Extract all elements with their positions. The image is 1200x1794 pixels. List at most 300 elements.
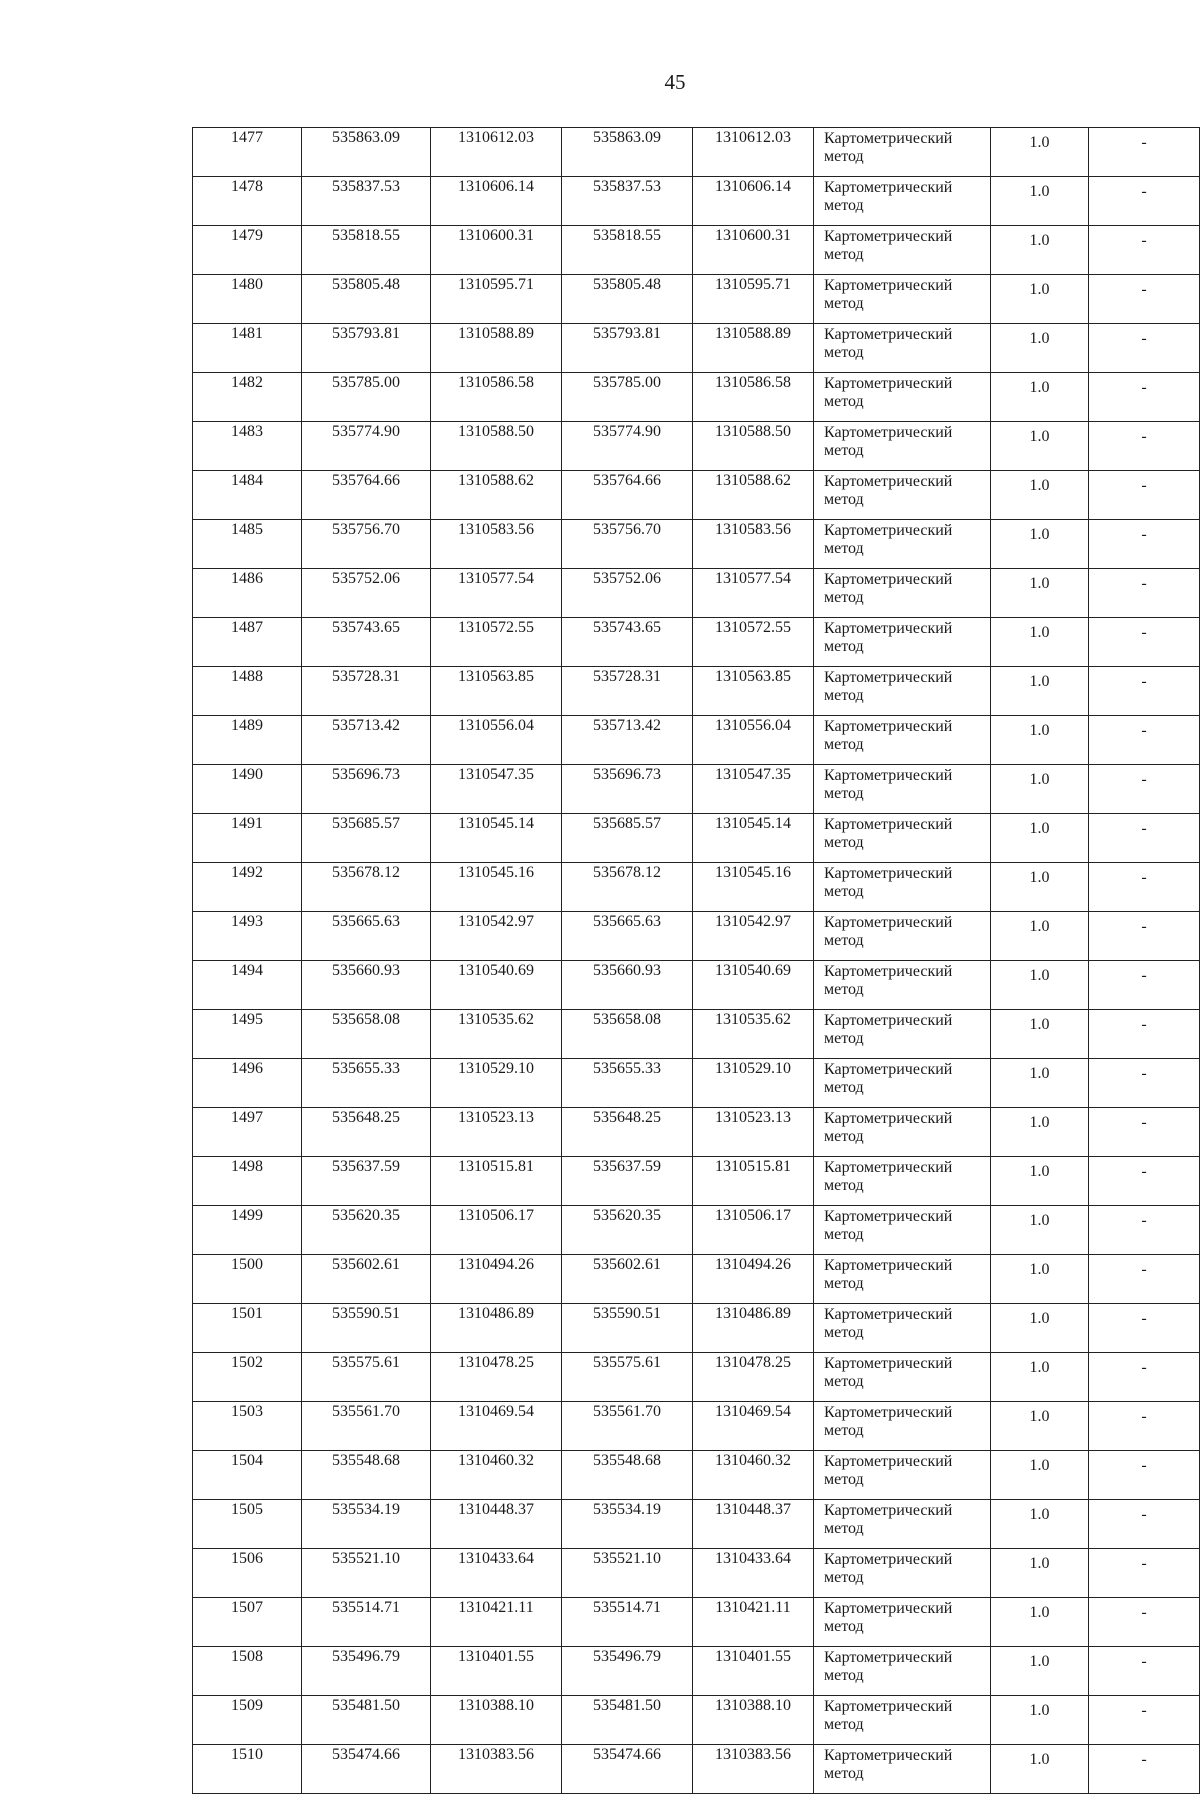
y-coordinate-cell: 1310506.17	[431, 1206, 562, 1255]
note-cell: -	[1089, 1696, 1200, 1745]
y-coordinate-cell: 1310586.58	[431, 373, 562, 422]
method-text: метод	[824, 1520, 864, 1537]
y-coordinate-new-cell: 1310563.85	[693, 667, 814, 716]
note-cell: -	[1089, 1500, 1200, 1549]
method-text: Картометрический	[824, 1110, 953, 1127]
method-text: метод	[824, 1716, 864, 1733]
y-coordinate-new-cell: 1310506.17	[693, 1206, 814, 1255]
x-coordinate-new-cell: 535863.09	[562, 128, 693, 177]
note-cell: -	[1089, 324, 1200, 373]
y-coordinate-cell: 1310523.13	[431, 1108, 562, 1157]
y-coordinate-new-cell: 1310515.81	[693, 1157, 814, 1206]
accuracy-cell: 1.0	[991, 765, 1089, 814]
point-number-cell: 1510	[193, 1745, 302, 1794]
x-coordinate-new-cell: 535575.61	[562, 1353, 693, 1402]
note-cell: -	[1089, 1108, 1200, 1157]
table-row	[193, 863, 1200, 912]
y-coordinate-new-cell: 1310388.10	[693, 1696, 814, 1745]
point-number-cell: 1484	[193, 471, 302, 520]
method-cell	[814, 275, 991, 324]
x-coordinate-cell: 535764.66	[302, 471, 431, 520]
y-coordinate-new-cell: 1310448.37	[693, 1500, 814, 1549]
x-coordinate-new-cell: 535837.53	[562, 177, 693, 226]
accuracy-cell: 1.0	[991, 177, 1089, 226]
note-cell: -	[1089, 422, 1200, 471]
method-text: Картометрический	[824, 1600, 953, 1617]
method-text: метод	[824, 638, 864, 655]
x-coordinate-cell: 535561.70	[302, 1402, 431, 1451]
method-text: Картометрический	[824, 1551, 953, 1568]
y-coordinate-new-cell: 1310529.10	[693, 1059, 814, 1108]
page-number: 45	[664, 70, 686, 94]
y-coordinate-new-cell: 1310600.31	[693, 226, 814, 275]
point-number-cell: 1500	[193, 1255, 302, 1304]
y-coordinate-new-cell: 1310612.03	[693, 128, 814, 177]
method-cell	[814, 765, 991, 814]
x-coordinate-new-cell: 535534.19	[562, 1500, 693, 1549]
method-text: метод	[824, 1422, 864, 1439]
y-coordinate-new-cell: 1310588.89	[693, 324, 814, 373]
point-number-cell: 1497	[193, 1108, 302, 1157]
y-coordinate-cell: 1310529.10	[431, 1059, 562, 1108]
note-cell: -	[1089, 863, 1200, 912]
x-coordinate-cell: 535521.10	[302, 1549, 431, 1598]
x-coordinate-new-cell: 535496.79	[562, 1647, 693, 1696]
method-text: Картометрический	[824, 1355, 953, 1372]
method-text: Картометрический	[824, 669, 953, 686]
x-coordinate-cell: 535548.68	[302, 1451, 431, 1500]
method-cell	[814, 667, 991, 716]
method-cell	[814, 1402, 991, 1451]
method-cell	[814, 618, 991, 667]
method-text: метод	[824, 981, 864, 998]
point-number-cell: 1492	[193, 863, 302, 912]
y-coordinate-cell: 1310401.55	[431, 1647, 562, 1696]
point-number-cell: 1490	[193, 765, 302, 814]
x-coordinate-cell: 535785.00	[302, 373, 431, 422]
method-cell	[814, 324, 991, 373]
y-coordinate-cell: 1310388.10	[431, 1696, 562, 1745]
y-coordinate-new-cell: 1310540.69	[693, 961, 814, 1010]
x-coordinate-new-cell: 535696.73	[562, 765, 693, 814]
point-number-cell: 1499	[193, 1206, 302, 1255]
x-coordinate-new-cell: 535785.00	[562, 373, 693, 422]
point-number-cell: 1501	[193, 1304, 302, 1353]
table-row	[193, 912, 1200, 961]
method-text: метод	[824, 1569, 864, 1586]
method-text: метод	[824, 1373, 864, 1390]
accuracy-cell: 1.0	[991, 128, 1089, 177]
accuracy-cell: 1.0	[991, 520, 1089, 569]
point-number-cell: 1493	[193, 912, 302, 961]
accuracy-cell: 1.0	[991, 422, 1089, 471]
method-text: Картометрический	[824, 816, 953, 833]
method-text: Картометрический	[824, 914, 953, 931]
y-coordinate-cell: 1310600.31	[431, 226, 562, 275]
note-cell: -	[1089, 716, 1200, 765]
point-number-cell: 1480	[193, 275, 302, 324]
x-coordinate-cell: 535752.06	[302, 569, 431, 618]
method-cell	[814, 1353, 991, 1402]
method-text: метод	[824, 393, 864, 410]
method-cell	[814, 569, 991, 618]
x-coordinate-cell: 535805.48	[302, 275, 431, 324]
table-row	[193, 275, 1200, 324]
point-number-cell: 1508	[193, 1647, 302, 1696]
method-cell	[814, 471, 991, 520]
note-cell: -	[1089, 1206, 1200, 1255]
method-cell	[814, 961, 991, 1010]
point-number-cell: 1504	[193, 1451, 302, 1500]
method-text: метод	[824, 1079, 864, 1096]
accuracy-cell: 1.0	[991, 1059, 1089, 1108]
x-coordinate-cell: 535655.33	[302, 1059, 431, 1108]
point-number-cell: 1495	[193, 1010, 302, 1059]
method-text: метод	[824, 589, 864, 606]
accuracy-cell: 1.0	[991, 1745, 1089, 1794]
method-text: метод	[824, 246, 864, 263]
table-row	[193, 324, 1200, 373]
x-coordinate-new-cell: 535818.55	[562, 226, 693, 275]
table-row	[193, 1647, 1200, 1696]
note-cell: -	[1089, 177, 1200, 226]
method-text: Картометрический	[824, 130, 953, 147]
note-cell: -	[1089, 814, 1200, 863]
method-text: метод	[824, 736, 864, 753]
method-text: Картометрический	[824, 1453, 953, 1470]
accuracy-cell: 1.0	[991, 1010, 1089, 1059]
method-text: Картометрический	[824, 473, 953, 490]
table-row	[193, 569, 1200, 618]
x-coordinate-new-cell: 535561.70	[562, 1402, 693, 1451]
coordinates-table-body	[193, 128, 1200, 1794]
y-coordinate-new-cell: 1310547.35	[693, 765, 814, 814]
x-coordinate-cell: 535743.65	[302, 618, 431, 667]
y-coordinate-cell: 1310545.14	[431, 814, 562, 863]
x-coordinate-new-cell: 535474.66	[562, 1745, 693, 1794]
accuracy-cell: 1.0	[991, 1598, 1089, 1647]
y-coordinate-cell: 1310606.14	[431, 177, 562, 226]
point-number-cell: 1506	[193, 1549, 302, 1598]
y-coordinate-cell: 1310547.35	[431, 765, 562, 814]
table-row	[193, 1059, 1200, 1108]
y-coordinate-new-cell: 1310486.89	[693, 1304, 814, 1353]
y-coordinate-new-cell: 1310606.14	[693, 177, 814, 226]
method-cell	[814, 177, 991, 226]
x-coordinate-new-cell: 535756.70	[562, 520, 693, 569]
note-cell: -	[1089, 569, 1200, 618]
y-coordinate-new-cell: 1310535.62	[693, 1010, 814, 1059]
table-row	[193, 716, 1200, 765]
point-number-cell: 1487	[193, 618, 302, 667]
y-coordinate-new-cell: 1310577.54	[693, 569, 814, 618]
x-coordinate-new-cell: 535548.68	[562, 1451, 693, 1500]
note-cell: -	[1089, 618, 1200, 667]
method-text: Картометрический	[824, 375, 953, 392]
x-coordinate-cell: 535837.53	[302, 177, 431, 226]
table-row	[193, 1010, 1200, 1059]
x-coordinate-cell: 535481.50	[302, 1696, 431, 1745]
y-coordinate-new-cell: 1310478.25	[693, 1353, 814, 1402]
method-text: Картометрический	[824, 1159, 953, 1176]
table-row	[193, 667, 1200, 716]
x-coordinate-cell: 535575.61	[302, 1353, 431, 1402]
point-number-cell: 1481	[193, 324, 302, 373]
y-coordinate-cell: 1310469.54	[431, 1402, 562, 1451]
y-coordinate-new-cell: 1310588.62	[693, 471, 814, 520]
accuracy-cell: 1.0	[991, 373, 1089, 422]
method-text: метод	[824, 442, 864, 459]
method-text: метод	[824, 148, 864, 165]
method-text: Картометрический	[824, 1306, 953, 1323]
y-coordinate-cell: 1310494.26	[431, 1255, 562, 1304]
method-text: Картометрический	[824, 571, 953, 588]
y-coordinate-cell: 1310595.71	[431, 275, 562, 324]
y-coordinate-new-cell: 1310523.13	[693, 1108, 814, 1157]
method-cell	[814, 520, 991, 569]
point-number-cell: 1489	[193, 716, 302, 765]
x-coordinate-new-cell: 535805.48	[562, 275, 693, 324]
y-coordinate-new-cell: 1310494.26	[693, 1255, 814, 1304]
table-row	[193, 1353, 1200, 1402]
note-cell: -	[1089, 1451, 1200, 1500]
x-coordinate-new-cell: 535678.12	[562, 863, 693, 912]
table-row	[193, 1402, 1200, 1451]
method-text: метод	[824, 1667, 864, 1684]
y-coordinate-cell: 1310433.64	[431, 1549, 562, 1598]
note-cell: -	[1089, 912, 1200, 961]
y-coordinate-cell: 1310588.89	[431, 324, 562, 373]
accuracy-cell: 1.0	[991, 275, 1089, 324]
x-coordinate-new-cell: 535648.25	[562, 1108, 693, 1157]
method-cell	[814, 226, 991, 275]
method-cell	[814, 373, 991, 422]
table-row	[193, 520, 1200, 569]
accuracy-cell: 1.0	[991, 471, 1089, 520]
x-coordinate-cell: 535590.51	[302, 1304, 431, 1353]
x-coordinate-cell: 535728.31	[302, 667, 431, 716]
note-cell: -	[1089, 667, 1200, 716]
method-text: Картометрический	[824, 277, 953, 294]
accuracy-cell: 1.0	[991, 863, 1089, 912]
x-coordinate-cell: 535648.25	[302, 1108, 431, 1157]
x-coordinate-cell: 535658.08	[302, 1010, 431, 1059]
note-cell: -	[1089, 373, 1200, 422]
method-text: Картометрический	[824, 1747, 953, 1764]
point-number-cell: 1479	[193, 226, 302, 275]
note-cell: -	[1089, 128, 1200, 177]
method-cell	[814, 1010, 991, 1059]
note-cell: -	[1089, 1059, 1200, 1108]
table-row	[193, 226, 1200, 275]
note-cell: -	[1089, 1010, 1200, 1059]
method-cell	[814, 1745, 991, 1794]
table-row	[193, 1304, 1200, 1353]
accuracy-cell: 1.0	[991, 814, 1089, 863]
point-number-cell: 1503	[193, 1402, 302, 1451]
method-text: метод	[824, 1765, 864, 1782]
note-cell: -	[1089, 765, 1200, 814]
x-coordinate-cell: 535678.12	[302, 863, 431, 912]
method-text: метод	[824, 1618, 864, 1635]
method-text: Картометрический	[824, 179, 953, 196]
accuracy-cell: 1.0	[991, 1500, 1089, 1549]
accuracy-cell: 1.0	[991, 1451, 1089, 1500]
accuracy-cell: 1.0	[991, 961, 1089, 1010]
point-number-cell: 1505	[193, 1500, 302, 1549]
x-coordinate-new-cell: 535660.93	[562, 961, 693, 1010]
x-coordinate-new-cell: 535655.33	[562, 1059, 693, 1108]
table-row	[193, 422, 1200, 471]
table-row	[193, 814, 1200, 863]
point-number-cell: 1491	[193, 814, 302, 863]
x-coordinate-cell: 535534.19	[302, 1500, 431, 1549]
x-coordinate-cell: 535793.81	[302, 324, 431, 373]
accuracy-cell: 1.0	[991, 912, 1089, 961]
method-text: Картометрический	[824, 865, 953, 882]
note-cell: -	[1089, 1745, 1200, 1794]
method-text: Картометрический	[824, 1404, 953, 1421]
y-coordinate-new-cell: 1310556.04	[693, 716, 814, 765]
x-coordinate-cell: 535496.79	[302, 1647, 431, 1696]
point-number-cell: 1498	[193, 1157, 302, 1206]
method-text: метод	[824, 491, 864, 508]
x-coordinate-new-cell: 535620.35	[562, 1206, 693, 1255]
table-row	[193, 373, 1200, 422]
method-text: метод	[824, 687, 864, 704]
y-coordinate-cell: 1310542.97	[431, 912, 562, 961]
table-row	[193, 765, 1200, 814]
note-cell: -	[1089, 1353, 1200, 1402]
method-cell	[814, 814, 991, 863]
accuracy-cell: 1.0	[991, 1647, 1089, 1696]
accuracy-cell: 1.0	[991, 1206, 1089, 1255]
method-text: Картометрический	[824, 767, 953, 784]
method-cell	[814, 1696, 991, 1745]
point-number-cell: 1477	[193, 128, 302, 177]
note-cell: -	[1089, 961, 1200, 1010]
x-coordinate-new-cell: 535685.57	[562, 814, 693, 863]
table-row	[193, 1108, 1200, 1157]
method-text: метод	[824, 834, 864, 851]
accuracy-cell: 1.0	[991, 1696, 1089, 1745]
note-cell: -	[1089, 471, 1200, 520]
x-coordinate-new-cell: 535590.51	[562, 1304, 693, 1353]
method-text: Картометрический	[824, 963, 953, 980]
method-cell	[814, 1255, 991, 1304]
accuracy-cell: 1.0	[991, 1353, 1089, 1402]
point-number-cell: 1488	[193, 667, 302, 716]
accuracy-cell: 1.0	[991, 667, 1089, 716]
table-row	[193, 1157, 1200, 1206]
x-coordinate-cell: 535818.55	[302, 226, 431, 275]
x-coordinate-cell: 535696.73	[302, 765, 431, 814]
point-number-cell: 1502	[193, 1353, 302, 1402]
y-coordinate-cell: 1310583.56	[431, 520, 562, 569]
accuracy-cell: 1.0	[991, 1157, 1089, 1206]
note-cell: -	[1089, 520, 1200, 569]
point-number-cell: 1485	[193, 520, 302, 569]
table-row	[193, 471, 1200, 520]
point-number-cell: 1494	[193, 961, 302, 1010]
table-row	[193, 1745, 1200, 1794]
method-cell	[814, 422, 991, 471]
x-coordinate-cell: 535774.90	[302, 422, 431, 471]
x-coordinate-new-cell: 535665.63	[562, 912, 693, 961]
x-coordinate-cell: 535685.57	[302, 814, 431, 863]
point-number-cell: 1496	[193, 1059, 302, 1108]
method-text: метод	[824, 1471, 864, 1488]
x-coordinate-new-cell: 535774.90	[562, 422, 693, 471]
coordinates-table	[192, 127, 1200, 1794]
x-coordinate-new-cell: 535743.65	[562, 618, 693, 667]
method-text: метод	[824, 1177, 864, 1194]
y-coordinate-cell: 1310448.37	[431, 1500, 562, 1549]
method-cell	[814, 1304, 991, 1353]
method-text: метод	[824, 1324, 864, 1341]
y-coordinate-new-cell: 1310588.50	[693, 422, 814, 471]
method-cell	[814, 1157, 991, 1206]
x-coordinate-cell: 535474.66	[302, 1745, 431, 1794]
x-coordinate-new-cell: 535793.81	[562, 324, 693, 373]
method-text: Картометрический	[824, 1208, 953, 1225]
table-row	[193, 1598, 1200, 1647]
method-text: метод	[824, 785, 864, 802]
y-coordinate-cell: 1310572.55	[431, 618, 562, 667]
y-coordinate-cell: 1310545.16	[431, 863, 562, 912]
method-cell	[814, 1451, 991, 1500]
y-coordinate-cell: 1310486.89	[431, 1304, 562, 1353]
accuracy-cell: 1.0	[991, 1402, 1089, 1451]
table-row	[193, 618, 1200, 667]
method-cell	[814, 128, 991, 177]
x-coordinate-cell: 535756.70	[302, 520, 431, 569]
method-cell	[814, 912, 991, 961]
method-cell	[814, 1108, 991, 1157]
method-text: Картометрический	[824, 1257, 953, 1274]
x-coordinate-new-cell: 535713.42	[562, 716, 693, 765]
y-coordinate-cell: 1310515.81	[431, 1157, 562, 1206]
point-number-cell: 1483	[193, 422, 302, 471]
method-text: метод	[824, 1128, 864, 1145]
method-cell	[814, 1500, 991, 1549]
note-cell: -	[1089, 1255, 1200, 1304]
method-text: Картометрический	[824, 522, 953, 539]
y-coordinate-new-cell: 1310583.56	[693, 520, 814, 569]
method-cell	[814, 1549, 991, 1598]
note-cell: -	[1089, 275, 1200, 324]
table-row	[193, 1206, 1200, 1255]
y-coordinate-new-cell: 1310433.64	[693, 1549, 814, 1598]
x-coordinate-cell: 535665.63	[302, 912, 431, 961]
y-coordinate-cell: 1310577.54	[431, 569, 562, 618]
method-text: Картометрический	[824, 1012, 953, 1029]
y-coordinate-cell: 1310540.69	[431, 961, 562, 1010]
table-row	[193, 1255, 1200, 1304]
table-row	[193, 961, 1200, 1010]
x-coordinate-cell: 535660.93	[302, 961, 431, 1010]
x-coordinate-new-cell: 535521.10	[562, 1549, 693, 1598]
accuracy-cell: 1.0	[991, 226, 1089, 275]
y-coordinate-new-cell: 1310545.16	[693, 863, 814, 912]
x-coordinate-cell: 535863.09	[302, 128, 431, 177]
table-row	[193, 128, 1200, 177]
method-text: метод	[824, 1030, 864, 1047]
y-coordinate-cell: 1310535.62	[431, 1010, 562, 1059]
accuracy-cell: 1.0	[991, 1108, 1089, 1157]
method-text: метод	[824, 197, 864, 214]
y-coordinate-new-cell: 1310572.55	[693, 618, 814, 667]
